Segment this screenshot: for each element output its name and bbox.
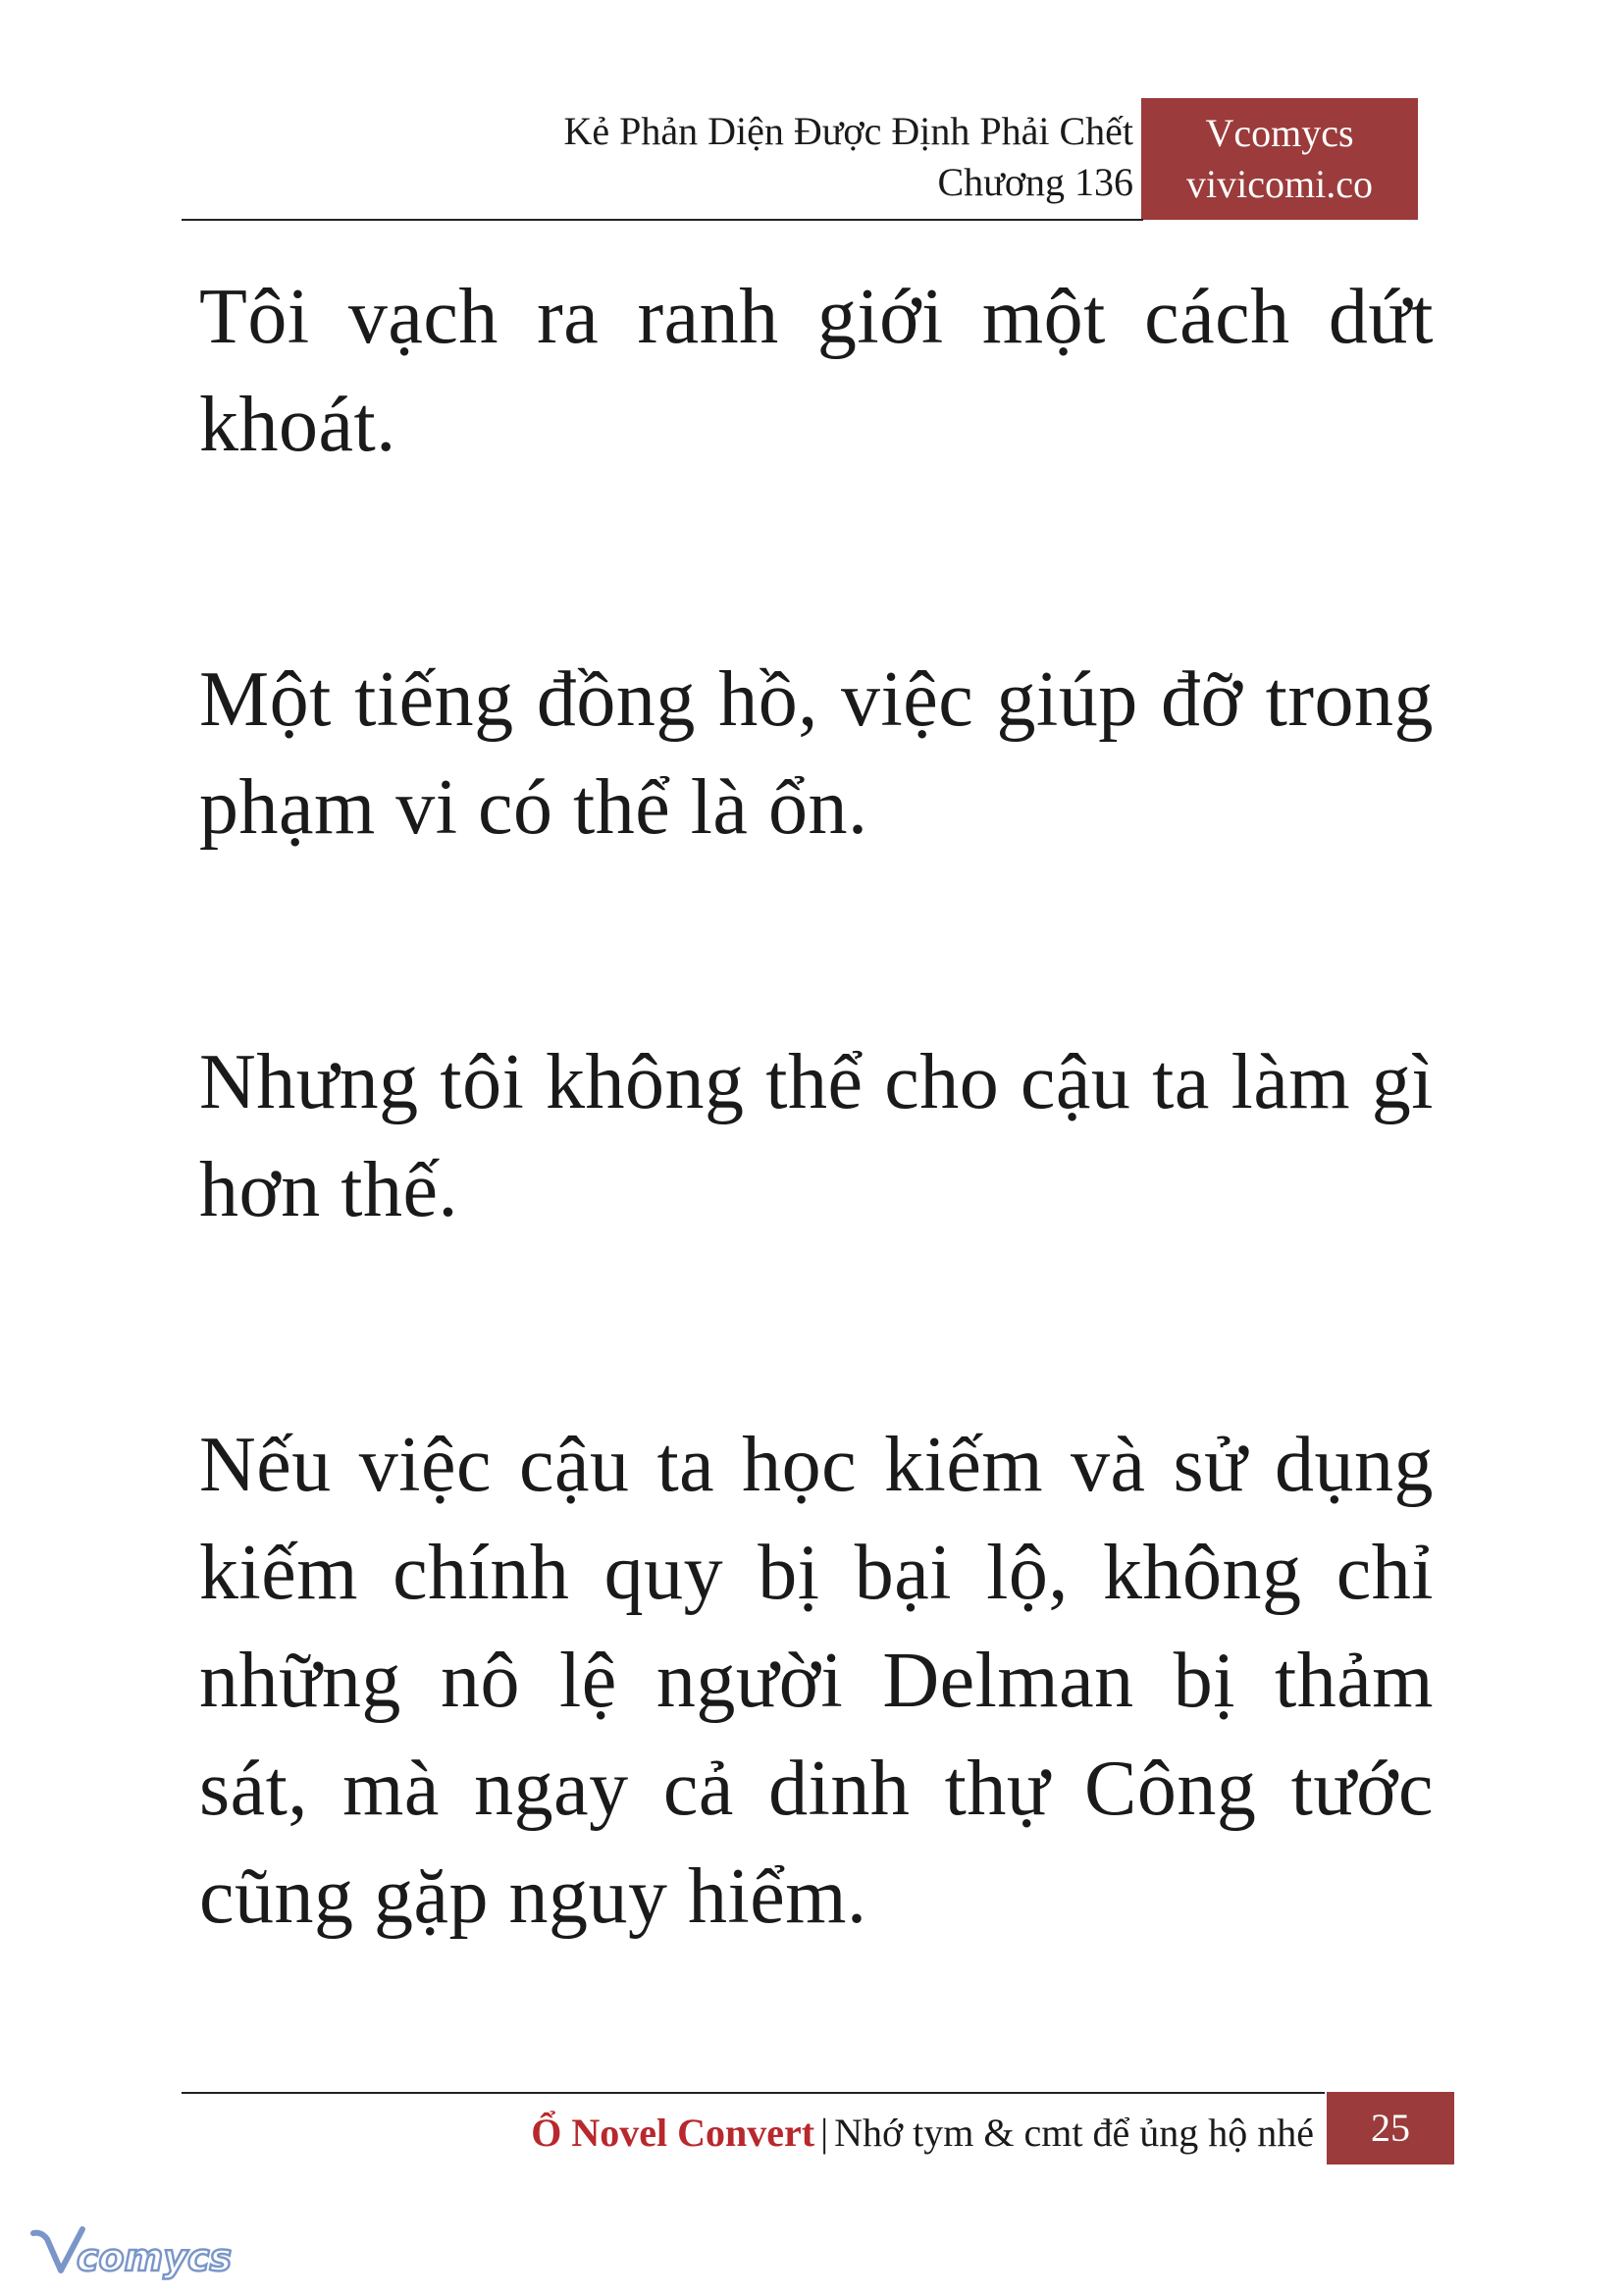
site-badge-url: vivicomi.co — [1186, 162, 1373, 206]
header-divider — [182, 219, 1143, 221]
site-badge — [1141, 98, 1418, 220]
site-badge-name: Vcomycs — [1205, 111, 1354, 155]
paragraph: Nhưng tôi không thể cho cậu ta làm gì hơn thế. — [199, 1039, 1434, 1233]
footer-note — [531, 2100, 1314, 2166]
page-number: 25 — [1327, 2092, 1454, 2165]
paragraph: Nếu việc cậu ta học kiếm và sử dụng kiếm chính quy bị bại lộ, không chỉ những nô lệ người Delman bị thảm sát, mà ngay cả dinh thự Công tước cũng gặp nguy hiểm. — [199, 1422, 1434, 1940]
page-header — [182, 98, 1418, 220]
footer-divider — [182, 2092, 1325, 2094]
book-title: Kẻ Phản Diện Được Định Phải Chết — [563, 109, 1133, 153]
header-title-block — [563, 106, 1133, 208]
footer-brand: Ổ Novel Convert — [531, 2111, 815, 2155]
svg-text:comycs: comycs — [77, 2236, 233, 2279]
vcomycs-watermark-logo — [27, 2219, 253, 2288]
chapter-label: Chương 136 — [937, 160, 1133, 204]
paragraph: Tôi vạch ra ranh giới một cách dứt khoát. — [199, 274, 1434, 468]
footer-separator: | — [820, 2111, 829, 2155]
chapter-content — [199, 263, 1434, 2117]
paragraph: Một tiếng đồng hồ, việc giúp đỡ trong phạm vi có thể là ổn. — [199, 656, 1434, 851]
footer-message: Nhớ tym & cmt để ủng hộ nhé — [834, 2111, 1314, 2155]
